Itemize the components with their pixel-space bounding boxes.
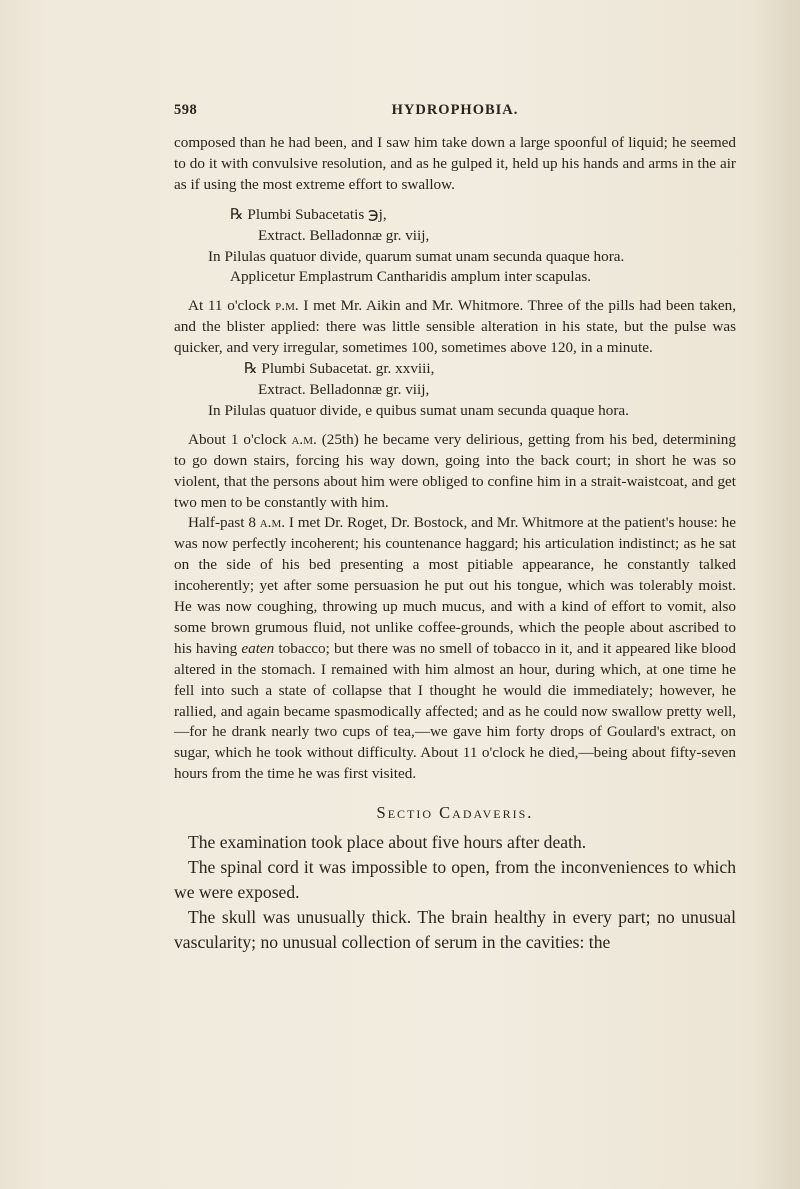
prescription-line: Extract. Belladonnæ gr. viij, [258,226,430,244]
time-marker: a.m. [259,514,286,532]
page-number: 598 [174,102,198,118]
text-span: I met Dr. Roget, Dr. Bostock, and Mr. Whitmore at the patient's house: he was now perfectly incoherent; his countenance haggard; his articulation indistinct; as he sat on the side of his bed presenting a most pitiable appearance, he constantly talked incoherently; yet after some persuasion he put out his tongue, which was tolerably moist. He was now coughing, throwing up much mucus, and with a kind of effort to vomit, also some brown grumous fluid, not unlike coffee-grounds, which the people about ascribed to his having [174,514,736,657]
paragraph-4 [174,513,736,785]
section-heading: Sectio Cadaveris. [376,803,534,823]
prescription-2 [208,359,736,422]
time-marker: a.m. [291,430,317,448]
prescription-1 [208,205,736,289]
prescription-line: Extract. Belladonnæ gr. viij, [258,380,430,398]
prescription-line: ℞ Plumbi Subacetatis ℈j, [230,205,387,223]
running-title: HYDROPHOBIA. [391,102,519,118]
prescription-line: In Pilulas quatuor divide, quarum sumat unam secunda quaque hora. [208,247,625,265]
paragraph-2 [174,296,736,359]
time-marker: p.m. [275,297,299,315]
text-span: Half-past 8 [188,514,260,532]
page-body [174,133,736,955]
text-span: About 1 o'clock [188,430,292,448]
prescription-line: Applicetur Emplastrum Cantharidis amplum inter scapulas. [230,268,592,286]
paragraph-5: The examination took place about five hours after death. [188,832,587,853]
italic-word: eaten [241,639,275,657]
prescription-line: ℞ Plumbi Subacetat. gr. xxviii, [244,360,435,378]
paragraph-7: The skull was unusually thick. The brain healthy in every part; no unusual vascularity; no unusual collection of serum in the cavities: the [174,907,736,953]
prescription-line: In Pilulas quatuor divide, e quibus sumat unam secunda quaque hora. [208,401,629,419]
text-span: I met Mr. Aikin and Mr. Whitmore. Three of the pills had been taken, and the blister applied: there was little sensible alteration in his state, but the pulse was quicker, and very irregular, sometimes 100, sometimes above 120, in a minute. [174,297,736,357]
paragraph-6: The spinal cord it was impossible to open, from the inconveniences to which we were exposed. [174,857,736,903]
text-span: At 11 o'clock [188,297,276,315]
page-header [174,102,736,124]
paragraph-3 [174,430,736,514]
paragraph-1: composed than he had been, and I saw him take down a large spoonful of liquid; he seemed to do it with convulsive resolution, and as he gulped it, held up his hands and arms in the air as if using the most extreme effort to swallow. [174,134,736,193]
text-span: (25th) he became very delirious, getting from his bed, determining to go down stairs, forcing his way down, going into the back court; in short he was so violent, that the persons about him were obliged to confine him in a strait-waistcoat, and get two men to be constantly with him. [174,430,736,511]
text-span: tobacco; but there was no smell of tobacco in it, and it appeared like blood altered in the stomach. I remained with him almost an hour, during which, at one time he fell into such a state of collapse that I thought he would die immediately; however, he rallied, and again became spasmodically affected; and as he could now swallow pretty well,—for he drank nearly two cups of tea,—we gave him forty drops of Goulard's extract, on sugar, which he took without difficulty. About 11 o'clock he died,—being about fifty-seven hours from the time he was first visited. [174,639,736,783]
